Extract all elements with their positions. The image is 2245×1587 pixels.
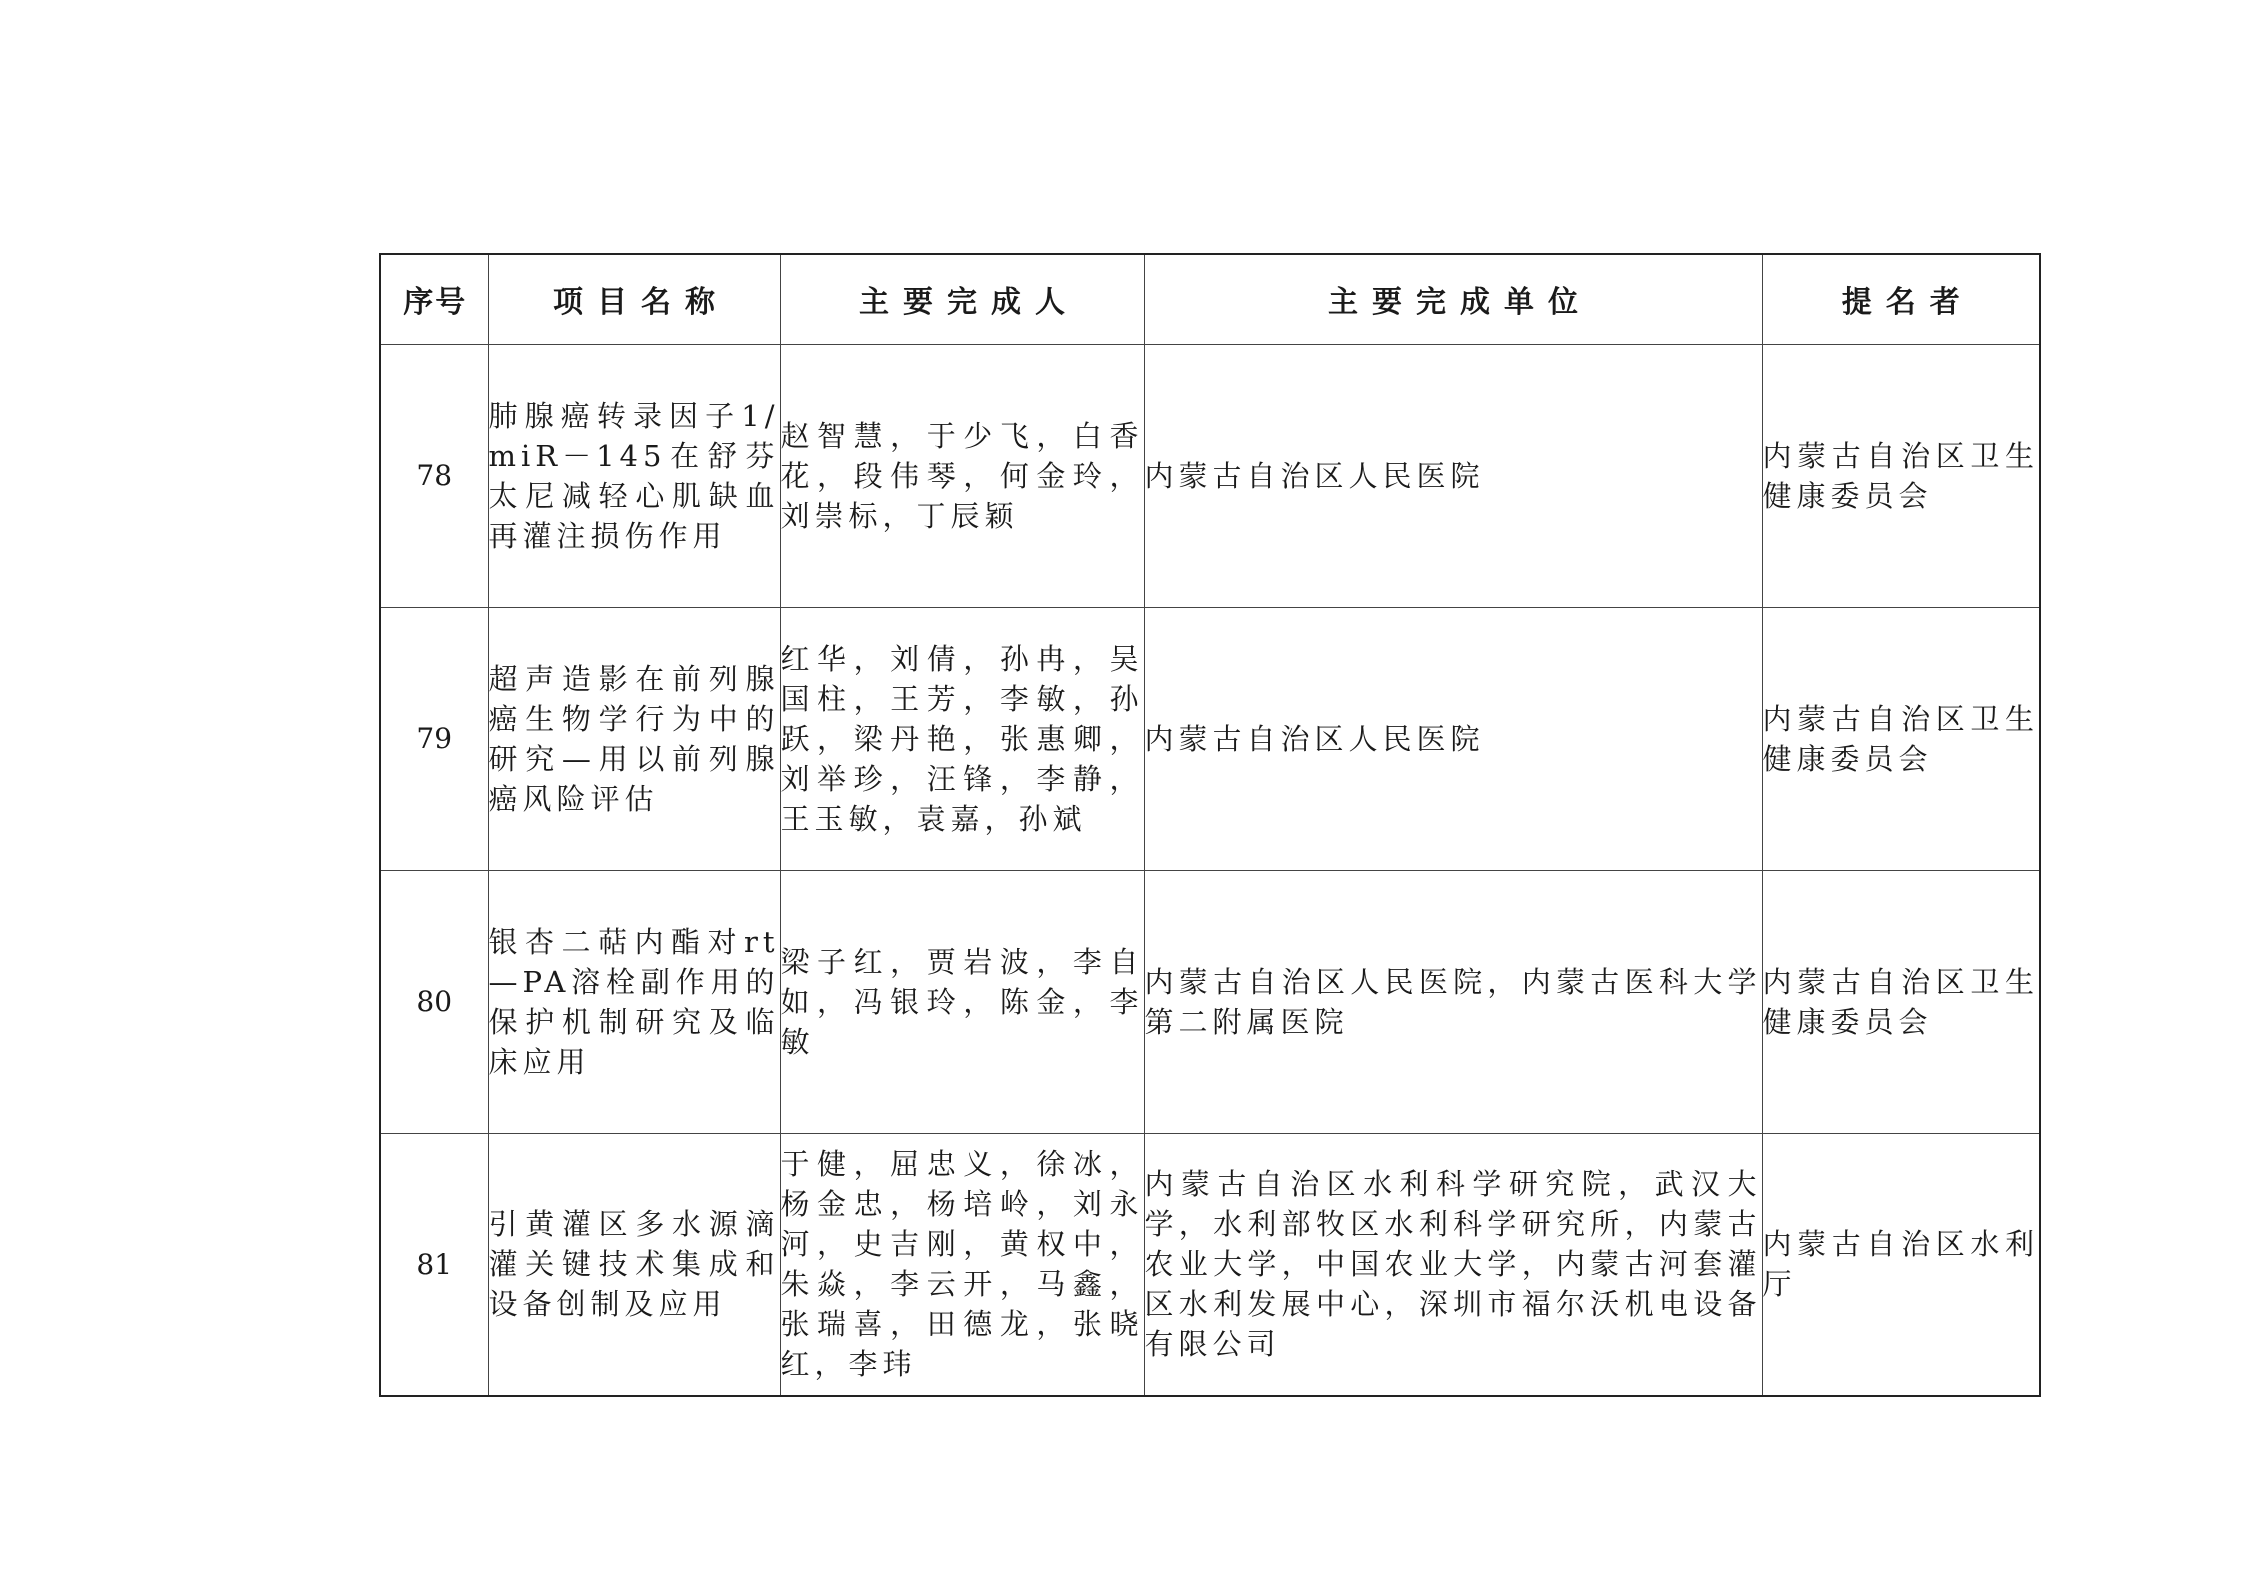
row-main-persons: 赵智慧，于少飞，白香花，段伟琴，何金玲，刘崇标，丁辰颖 xyxy=(780,344,1144,607)
row-main-units: 内蒙古自治区人民医院 xyxy=(1144,607,1762,870)
row-nominator: 内蒙古自治区水利厅 xyxy=(1762,1133,2040,1396)
header-nominator: 提名者 xyxy=(1762,254,2040,344)
row-main-units: 内蒙古自治区水利科学研究院，武汉大学，水利部牧区水利科学研究所，内蒙古农业大学，中国农业大学，内蒙古河套灌区水利发展中心，深圳市福尔沃机电设备有限公司 xyxy=(1144,1133,1762,1396)
row-project-name: 肺腺癌转录因子1/miR－145在舒芬太尼减轻心肌缺血再灌注损伤作用 xyxy=(488,344,780,607)
table-header-row xyxy=(380,254,2040,344)
row-main-persons: 红华，刘倩，孙冉，吴国柱，王芳，李敏，孙跃，梁丹艳，张惠卿，刘举珍，汪锋，李静，王玉敏，袁嘉，孙斌 xyxy=(780,607,1144,870)
row-seq: 81 xyxy=(380,1133,488,1396)
row-main-units: 内蒙古自治区人民医院 xyxy=(1144,344,1762,607)
table-row xyxy=(380,870,2040,1133)
table-row xyxy=(380,1133,2040,1396)
row-seq: 78 xyxy=(380,344,488,607)
row-nominator: 内蒙古自治区卫生健康委员会 xyxy=(1762,870,2040,1133)
row-main-persons: 于健，屈忠义，徐冰，杨金忠，杨培岭，刘永河，史吉刚，黄权中，朱焱，李云开，马鑫，张瑞喜，田德龙，张晓红，李玮 xyxy=(780,1133,1144,1396)
row-seq: 80 xyxy=(380,870,488,1133)
header-seq: 序号 xyxy=(380,254,488,344)
table-row xyxy=(380,344,2040,607)
award-table xyxy=(379,253,2041,1397)
row-seq: 79 xyxy=(380,607,488,870)
row-nominator: 内蒙古自治区卫生健康委员会 xyxy=(1762,607,2040,870)
row-project-name: 引黄灌区多水源滴灌关键技术集成和设备创制及应用 xyxy=(488,1133,780,1396)
row-project-name: 银杏二萜内酯对rt—PA溶栓副作用的保护机制研究及临床应用 xyxy=(488,870,780,1133)
table-row xyxy=(380,607,2040,870)
header-main-persons: 主要完成人 xyxy=(780,254,1144,344)
header-project-name: 项目名称 xyxy=(488,254,780,344)
row-project-name: 超声造影在前列腺癌生物学行为中的研究—用以前列腺癌风险评估 xyxy=(488,607,780,870)
row-main-units: 内蒙古自治区人民医院，内蒙古医科大学第二附属医院 xyxy=(1144,870,1762,1133)
header-main-units: 主要完成单位 xyxy=(1144,254,1762,344)
row-nominator: 内蒙古自治区卫生健康委员会 xyxy=(1762,344,2040,607)
row-main-persons: 梁子红，贾岩波，李自如，冯银玲，陈金，李敏 xyxy=(780,870,1144,1133)
